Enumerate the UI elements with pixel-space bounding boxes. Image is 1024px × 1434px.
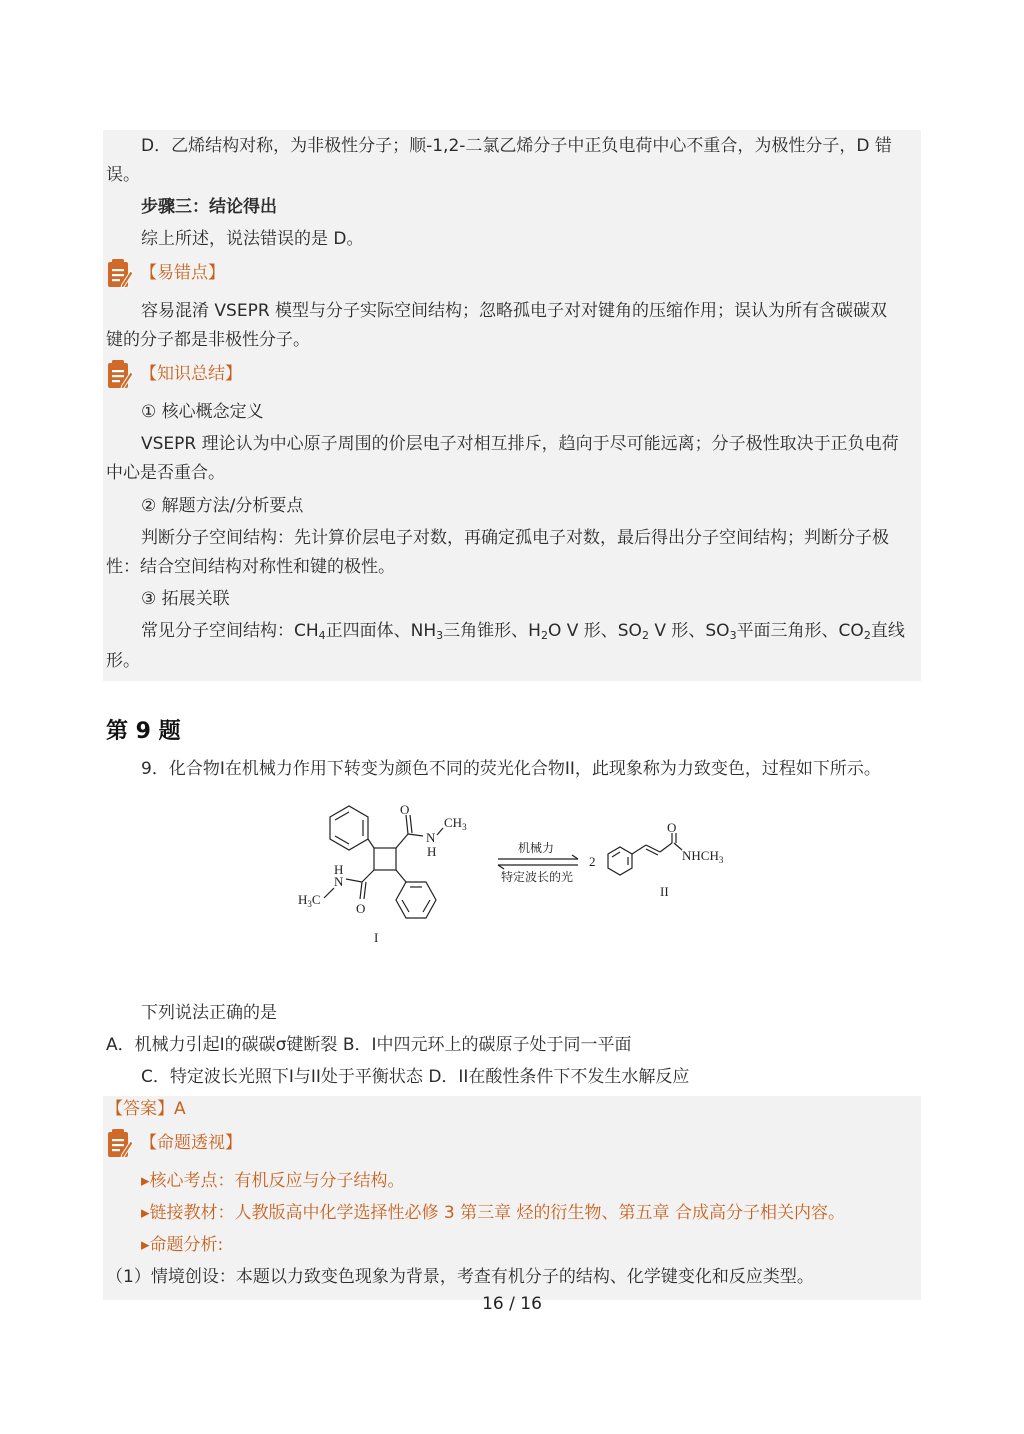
atom-label: O <box>667 820 677 835</box>
notepad-pencil-icon <box>106 1128 136 1160</box>
atom-label: O <box>400 802 410 817</box>
stoichiometric-coefficient: 2 <box>589 854 596 869</box>
atom-label: N <box>426 830 436 845</box>
bullet-textbook-link: ▸链接教材：人教版高中化学选择性必修 3 第三章 烃的衍生物、第五章 合成高分子相关内容。 <box>141 1203 845 1223</box>
knowledge-summary-label: 【知识总结】 <box>140 364 242 384</box>
bullet-core-point: ▸核心考点：有机反应与分子结构。 <box>141 1171 405 1191</box>
knowledge-item3-line2: 形。 <box>106 651 140 671</box>
step3-title: 步骤三：结论得出 <box>141 197 277 217</box>
option-d-analysis-line1: D．乙烯结构对称，为非极性分子；顺-1,2-二氯乙烯分子中正负电荷中心不重合，为极性分子，D 错 <box>141 136 892 156</box>
benzene-ring <box>330 806 368 850</box>
atom-label: H <box>427 844 437 859</box>
knowledge-item3-title: ③ 拓展关联 <box>141 589 230 609</box>
atom-label: $NHCH_3$ <box>682 848 724 865</box>
knowledge-item2-title: ② 解题方法/分析要点 <box>141 496 304 516</box>
compound-label-I: I <box>374 930 379 945</box>
reaction-scheme-figure <box>290 802 740 952</box>
question-analysis-label: 【命题透视】 <box>140 1133 242 1153</box>
benzene-ring <box>396 882 436 918</box>
atom-label: $CH_3$ <box>444 815 467 832</box>
answer-label: 【答案】A <box>106 1099 186 1119</box>
atom-label: H <box>334 862 344 877</box>
knowledge-item3-line1: 常见分子空间结构：$CH_4$正四面体、$NH_3$三角锥形、$H_2O$ V 形、$SO_2$ V 形、$SO_3$平面三角形、$CO_2$直线 <box>141 621 905 642</box>
error-text-line1: 容易混淆 VSEPR 模型与分子实际空间结构；忽略孤电子对对键角的压缩作用；误认为所有含碳碳双 <box>141 301 888 321</box>
error-text-line2: 键的分子都是非极性分子。 <box>106 330 310 350</box>
compound-label-II: II <box>660 884 669 899</box>
atom-label: N <box>334 874 344 889</box>
notepad-pencil-icon <box>106 359 136 391</box>
knowledge-item1-line1: VSEPR 理论认为中心原子周围的价层电子对相互排斥，趋向于尽可能远离；分子极性取决于正负电荷 <box>141 434 899 454</box>
benzene-ring <box>608 847 632 875</box>
step3-text: 综上所述，说法错误的是 D。 <box>141 229 364 249</box>
notepad-pencil-icon <box>106 258 136 290</box>
scenario-text: （1）情境创设：本题以力致变色现象为背景，考查有机分子的结构、化学键变化和反应类型。 <box>106 1267 814 1287</box>
knowledge-item2-line2: 性：结合空间结构对称性和键的极性。 <box>106 557 395 577</box>
arrow-label-reverse: 特定波长的光 <box>501 870 574 884</box>
error-point-label: 【易错点】 <box>140 263 225 283</box>
knowledge-item2-line1: 判断分子空间结构：先计算价层电子对数，再确定孤电子对数，最后得出分子空间结构；判断分子极 <box>141 528 889 548</box>
atom-label: O <box>356 901 366 916</box>
knowledge-item1-line2: 中心是否重合。 <box>106 463 225 483</box>
knowledge-item1-title: ① 核心概念定义 <box>141 402 264 422</box>
options-a-b: A．机械力引起I的碳碳σ键断裂 B．I中四元环上的碳原子处于同一平面 <box>106 1035 632 1055</box>
question-prompt: 下列说法正确的是 <box>141 1003 277 1023</box>
arrow-label-forward: 机械力 <box>518 841 555 855</box>
options-c-d: C．特定波长光照下I与II处于平衡状态 D．II在酸性条件下不发生水解反应 <box>141 1067 690 1087</box>
cyclobutane-ring <box>374 848 396 870</box>
question-stem: 9．化合物I在机械力作用下转变为颜色不同的荧光化合物II，此现象称为力致变色，过程如下所示。 <box>141 759 881 779</box>
option-d-analysis-line2: 误。 <box>106 165 140 185</box>
question-title: 第 9 题 <box>106 719 181 744</box>
page-number: 16 / 16 <box>482 1294 542 1314</box>
bullet-analysis: ▸命题分析: <box>141 1235 224 1255</box>
atom-label: $H_3C$ <box>298 892 321 909</box>
